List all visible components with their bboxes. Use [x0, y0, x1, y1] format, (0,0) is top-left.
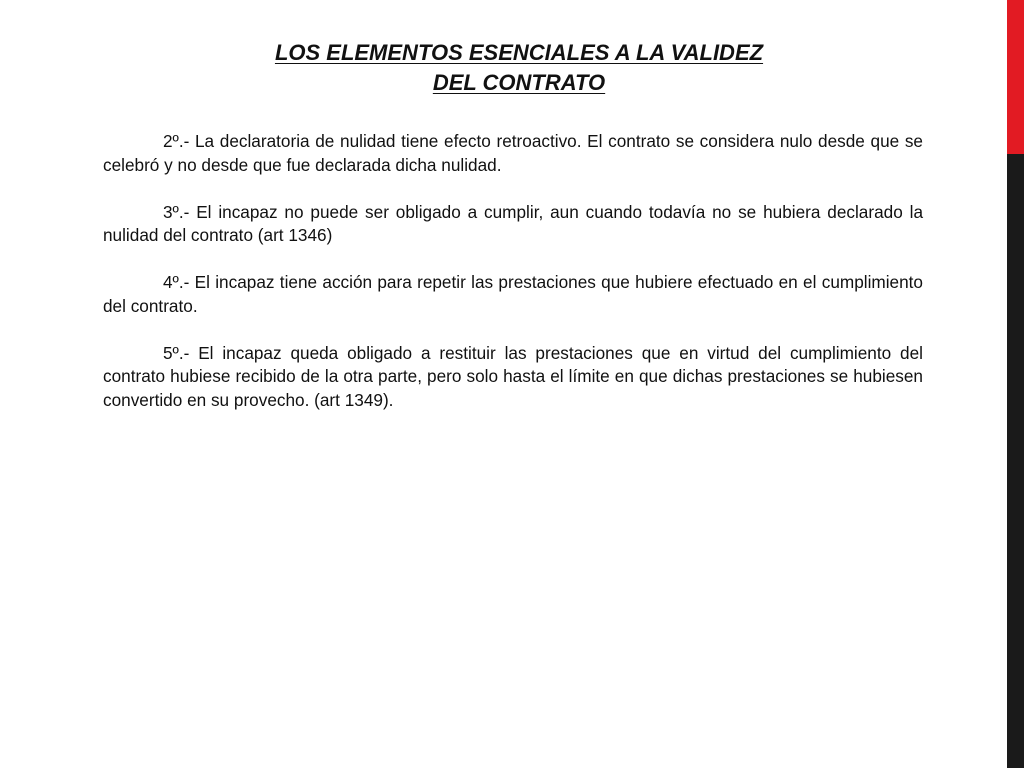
title-line-2: DEL CONTRATO	[432, 70, 606, 95]
paragraph-3: 3º.- El incapaz no puede ser obligado a cumplir, aun cuando todavía no se hubiera declarado la nulidad del contrato (art 1346)	[103, 201, 923, 245]
paragraph-5: 5º.- El incapaz queda obligado a restituir las prestaciones que en virtud del cumplimiento del contrato hubiese recibido de la otra parte, pero solo hasta el límite en que dichas prestaciones se hubiesen convertido en su provecho. (art 1349).	[103, 342, 923, 410]
paragraph-2: 2º.- La declaratoria de nulidad tiene efecto retroactivo. El contrato se considera nulo desde que se celebró y no desde que fue declarada dicha nulidad.	[103, 131, 923, 175]
accent-bar-red	[1007, 0, 1024, 154]
title-line-1: LOS ELEMENTOS ESENCIALES A LA VALIDEZ	[274, 40, 764, 65]
accent-bar-dark	[1007, 154, 1024, 768]
accent-bar	[1007, 0, 1024, 768]
slide-title	[103, 38, 935, 98]
slide-body	[103, 130, 923, 436]
paragraph-4: 4º.- El incapaz tiene acción para repetir las prestaciones que hubiere efectuado en el cumplimiento del contrato.	[103, 272, 923, 316]
